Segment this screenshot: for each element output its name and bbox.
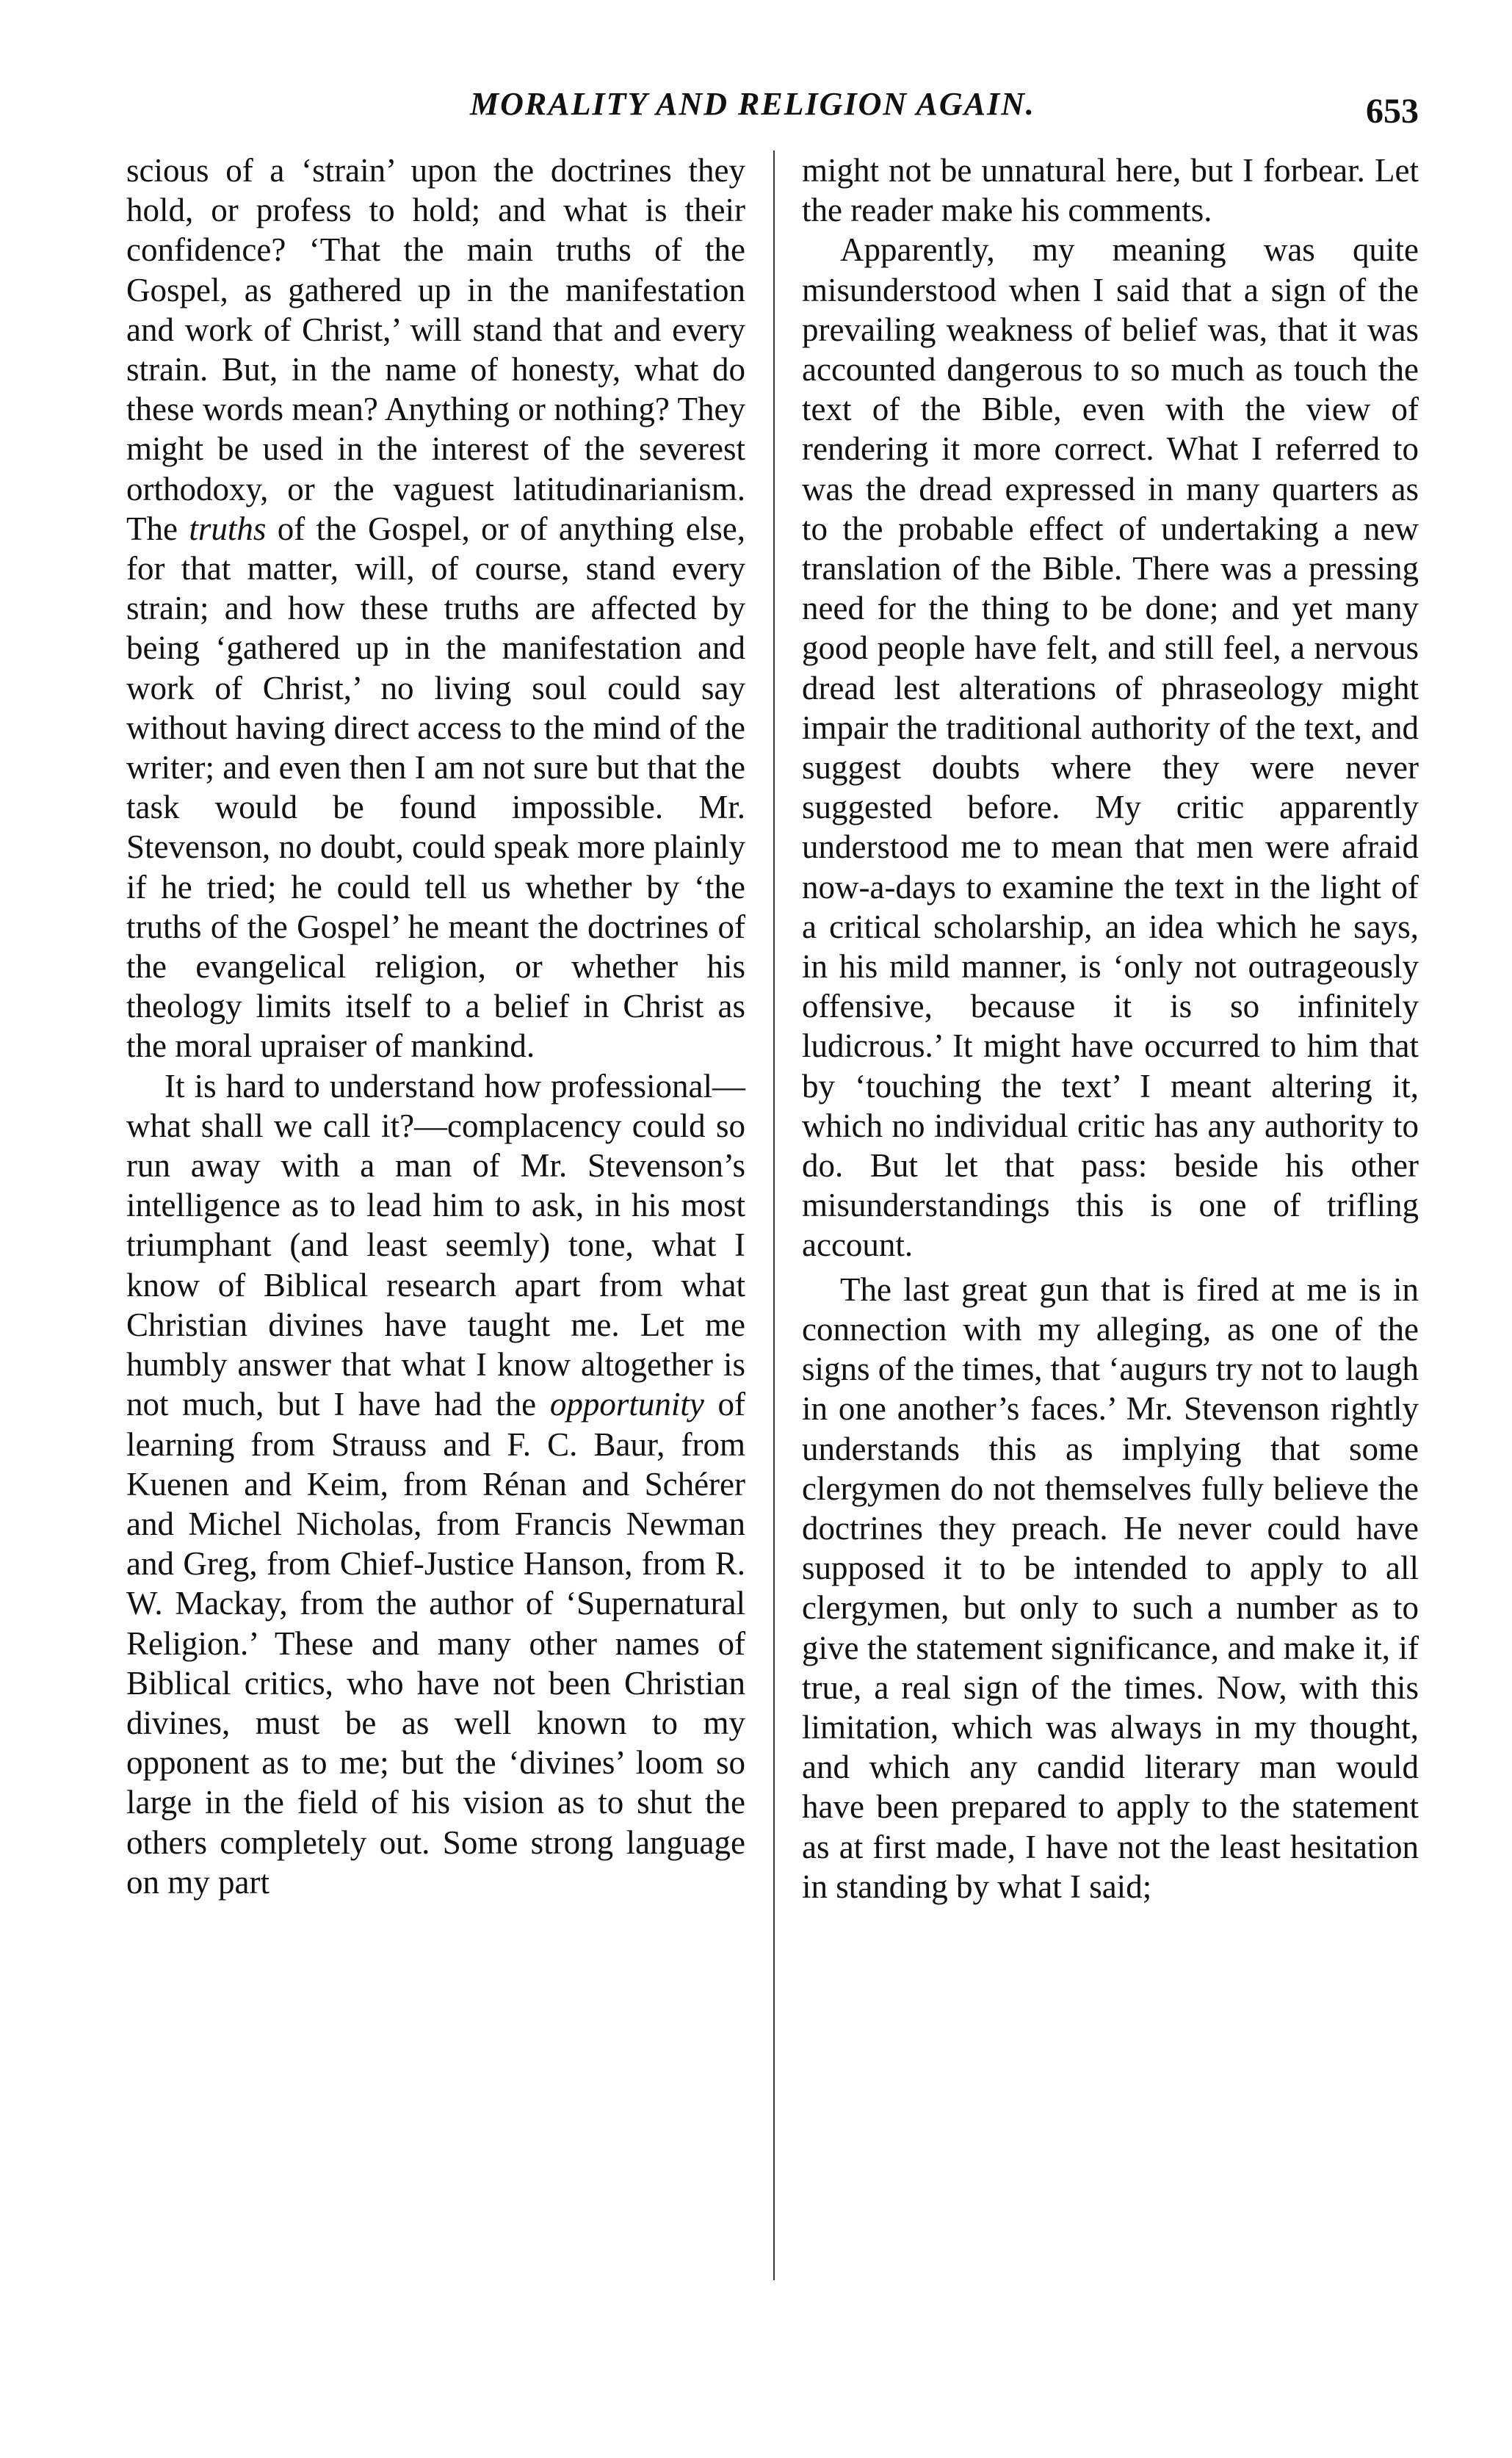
- paragraph-text: It is hard to understand how professional—what shall we call it?—complacency could so run away with a man of Mr. Stevenson’s intelligence as to lead him to ask, in his most triumphant (and least seemly) tone, what I know of Biblical research apart from what Christian divines have taught me. Let me humbly answer that what I know altogether is not much, but I have had the: [126, 1067, 745, 1423]
- right-column: [802, 151, 1419, 1906]
- paragraph-text: of the Gospel, or of anything else, for that matter, will, of course, stand every strain; and how these truths are affected by being ‘gathered up in the manifestation and work of Christ,’ no living soul could say without having direct access to the mind of the writer; and even then I am not sure but that the task would be found impossible. Mr. Stevenson, no doubt, could speak more plainly if he tried; he could tell us whether by ‘the truths of the Gospel’ he meant the doctrines of the evangelical religion, or whether his theology limits itself to a belief in Christ as the moral upraiser of mankind.: [126, 510, 745, 1065]
- paragraph: might not be unnatural here, but I forbear. Let the reader make his comments.: [802, 152, 1419, 229]
- emphasis: truths: [189, 510, 267, 547]
- emphasis: opportunity: [549, 1386, 704, 1423]
- column-divider: [773, 151, 775, 2280]
- paragraph: The last great gun that is fired at me is in connection with my alleging, as one of the signs of the times, that ‘augurs try not to laugh in one another’s faces.’ Mr. Stevenson rightly understands this as implying that some clergymen do not themselves fully believe the doctrines they preach. He never could have supposed it to be intended to apply to all clergymen, but only to such a number as to give the statement significance, and make it, if true, a real sign of the times. Now, with this limitation, which was always in my thought, and which any candid literary man would have been prepared to apply to the statement as at first made, I have not the least hesitation in standing by what I said;: [802, 1270, 1419, 1905]
- left-column: [126, 151, 745, 1902]
- paragraph: [126, 151, 745, 1066]
- running-title: MORALITY AND RELIGION AGAIN.: [470, 86, 1035, 122]
- paragraph-text: scious of a ‘strain’ upon the doctrines they hold, or profess to hold; and what is their confidence? ‘That the main truths of the Gospel, as gathered up in the manifestation and work of Christ,’ will stand that and every strain. But, in the name of honesty, what do these words mean? Anything or nothing? They might be used in the interest of the severest orthodoxy, or the vaguest latitudinarianism. The: [126, 152, 745, 547]
- paragraph: [126, 1066, 745, 1902]
- paragraph-text: of learning from Strauss and F. C. Baur, from Kuenen and Keim, from Rénan and Schérer and Michel Nicholas, from Francis Newman and Greg, from Chief-Justice Hanson, from R. W. Mackay, from the author of ‘Supernatural Religion.’ These and many other names of Biblical critics, who have not been Christian divines, must be as well known to my opponent as to me; but the ‘divines’ loom so large in the field of his vision as to shut the others completely out. Some strong language on my part: [126, 1386, 745, 1901]
- page-number: 653: [1366, 92, 1419, 131]
- paragraph: Apparently, my meaning was quite misunderstood when I said that a sign of the prevailing weakness of belief was, that it was accounted dangerous to so much as touch the text of the Bible, even with the view of rendering it more correct. What I referred to was the dread expressed in many quarters as to the probable effect of undertaking a new translation of the Bible. There was a pressing need for the thing to be done; and yet many good people have felt, and still feel, a nervous dread lest alterations of phraseology might impair the traditional authority of the text, and suggest doubts where they were never suggested before. My critic apparently understood me to mean that men were afraid now-a-days to examine the text in the light of a critical scholarship, an idea which he says, in his mild manner, is ‘only not outrageously offensive, because it is so infinitely ludicrous.’ It might have occurred to him that by ‘touching the text’ I meant altering it, which no individual critic has any authority to do. But let that pass: beside his other misunderstandings this is one of trifling account.: [802, 231, 1419, 1264]
